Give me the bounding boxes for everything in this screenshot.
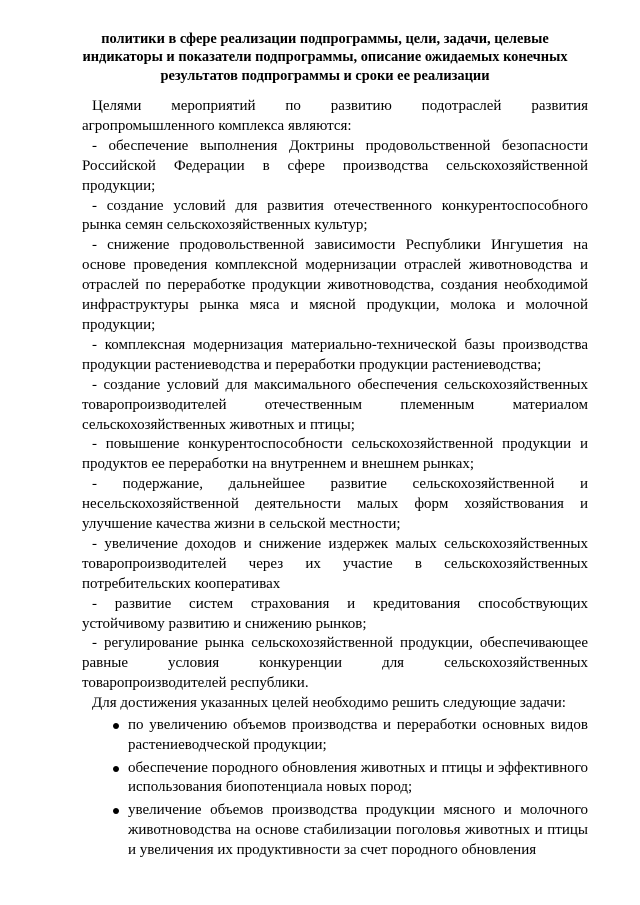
task-text: обеспечение породного обновления животных и птицы и эффективного использования биопотенциала новых пород; — [128, 759, 588, 796]
goals-lead-paragraph: Целями мероприятий по развитию подотраслей развития агропромышленного комплекса являются: — [82, 98, 588, 134]
section-title: политики в сфере реализации подпрограммы, цели, задачи, целевые индикаторы и показатели подпрограммы, описание ожидаемых конечных результатов подпрограммы и сроки ее реализации — [82, 31, 568, 84]
goal-item: - развитие систем страхования и кредитования способствующих устойчивому развитию и снижению рынков; — [82, 595, 588, 632]
bullet-icon — [113, 808, 119, 814]
goal-item: - регулирование рынка сельскохозяйственной продукции, обеспечивающее равные условия конкуренции для сельскохозяйственных товаропроизводителей республики. — [82, 635, 588, 692]
goal-item: - комплексная модернизация материально-технической базы производства продукции растениеводства и переработки продукции растениеводства; — [82, 336, 588, 373]
document-body — [82, 97, 588, 863]
goal-item: - снижение продовольственной зависимости Республики Ингушетия на основе проведения комплексной модернизации отраслей животноводства и отраслей по переработке продукции животноводства, создания необходимой инфраструктуры рынка мяса и мясной продукции, молока и молочной продукции; — [82, 237, 588, 333]
goal-item: - увеличение доходов и снижение издержек малых сельскохозяйственных товаропроизводителей через их участие в сельскохозяйственных потребительских кооперативах — [82, 535, 588, 592]
bullet-icon — [113, 723, 119, 729]
bullet-icon — [113, 766, 119, 772]
task-list-item — [82, 716, 588, 756]
goal-item: - создание условий для максимального обеспечения сельскохозяйственных товаропроизводителей отечественным племенным материалом сельскохозяйственных животных и птицы; — [82, 376, 588, 433]
goal-item: - повышение конкурентоспособности сельскохозяйственной продукции и продуктов ее переработки на внутреннем и внешнем рынках; — [82, 436, 588, 473]
task-list-item — [82, 801, 588, 861]
goal-item: - создание условий для развития отечественного конкурентоспособного рынка семян сельскохозяйственных культур; — [82, 197, 588, 234]
task-list-item — [82, 759, 588, 799]
task-text: увеличение объемов производства продукции мясного и молочного животноводства на основе стабилизации поголовья животных и птицы и увеличения их продуктивности за счет породного обновления — [128, 801, 588, 858]
goal-item: - обеспечение выполнения Доктрины продовольственной безопасности Российской Федерации в сфере производства сельскохозяйственной продукции; — [82, 137, 588, 194]
goal-item: - подержание, дальнейшее развитие сельскохозяйственной и несельскохозяйственной деятельности малых форм хозяйствования и улучшение качества жизни в сельской местности; — [82, 476, 588, 533]
tasks-list — [82, 716, 588, 861]
tasks-intro-paragraph: Для достижения указанных целей необходимо решить следующие задачи: — [92, 695, 566, 712]
task-text: по увеличению объемов производства и переработки основных видов растениеводческой продукции; — [128, 717, 588, 753]
